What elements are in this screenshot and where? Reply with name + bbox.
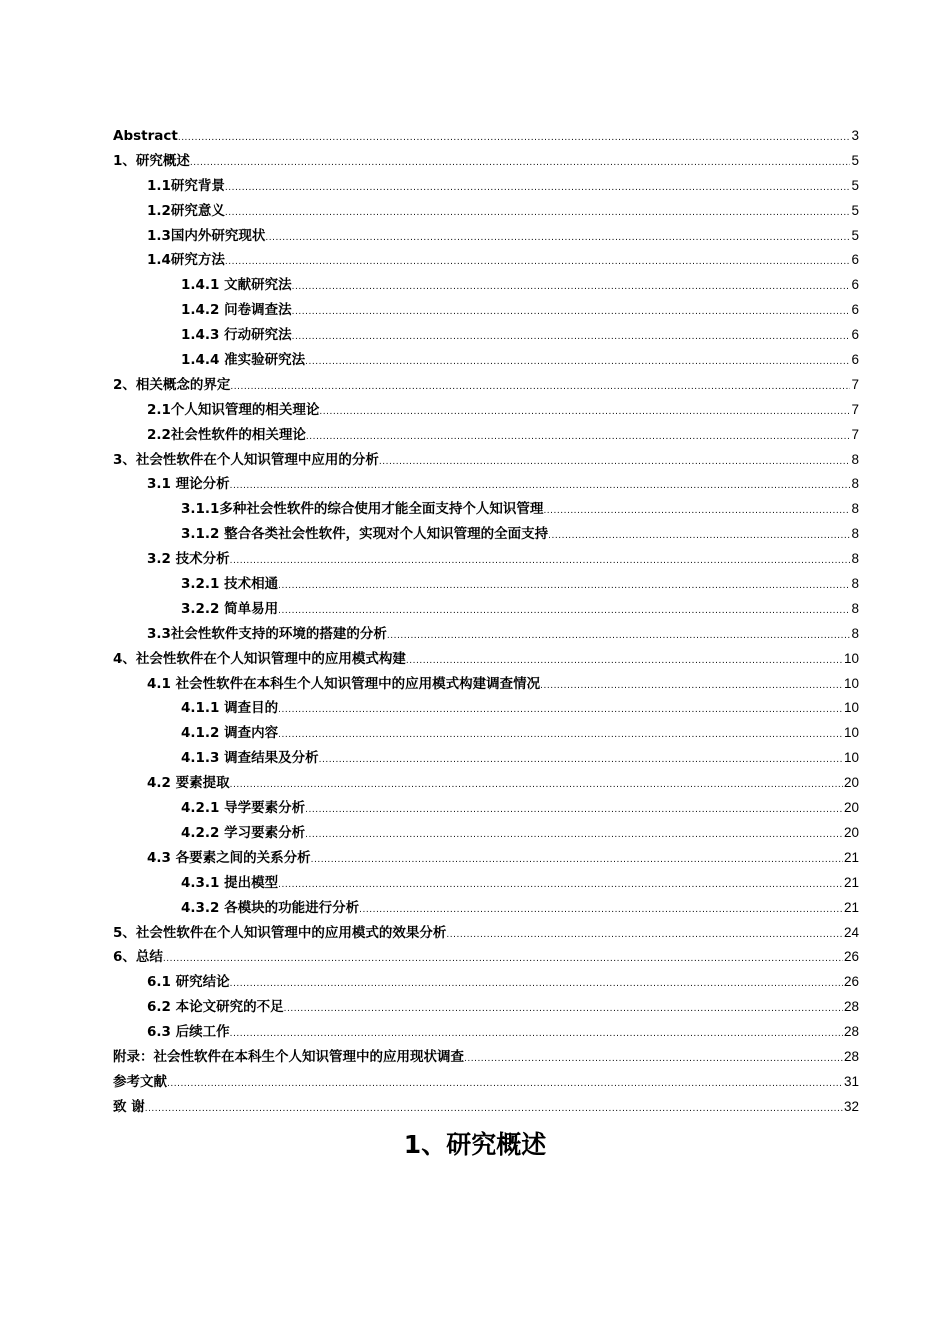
toc-entry[interactable] <box>113 448 859 473</box>
toc-entry-page-number: 8 <box>851 600 859 616</box>
toc-entry-title: 2.1个人知识管理的相关理论 <box>147 401 320 418</box>
toc-dot-leader <box>305 350 850 375</box>
toc-entry[interactable] <box>113 423 859 448</box>
toc-dot-leader <box>225 176 851 201</box>
toc-entry[interactable] <box>113 672 859 697</box>
toc-entry-title: 6.2 本论文研究的不足 <box>147 999 284 1016</box>
toc-dot-leader <box>305 823 843 848</box>
toc-entry[interactable] <box>113 323 859 348</box>
toc-entry-title: 4.1 社会性软件在本科生个人知识管理中的应用模式构建调查情况 <box>147 675 541 692</box>
toc-entry[interactable] <box>113 796 859 821</box>
toc-entry[interactable] <box>113 846 859 871</box>
toc-entry-page-number: 6 <box>851 252 859 268</box>
toc-entry-page-number: 32 <box>843 1098 859 1114</box>
toc-entry[interactable] <box>113 1020 859 1045</box>
toc-entry[interactable] <box>113 995 859 1020</box>
toc-entry[interactable] <box>113 721 859 746</box>
toc-entry[interactable] <box>113 970 859 995</box>
toc-dot-leader <box>387 624 851 649</box>
toc-entry-title: 致 谢 <box>113 1098 145 1115</box>
toc-dot-leader <box>225 250 851 275</box>
toc-entry-page-number: 20 <box>843 775 859 791</box>
toc-entry[interactable] <box>113 771 859 796</box>
toc-entry-title: 1、研究概述 <box>113 152 190 169</box>
toc-entry-title: 4.1.3 调查结果及分析 <box>181 750 319 767</box>
toc-dot-leader <box>230 1022 843 1047</box>
toc-entry-title: 4.2 要素提取 <box>147 775 230 792</box>
toc-entry-page-number: 10 <box>843 750 859 766</box>
toc-entry-page-number: 6 <box>851 352 859 368</box>
toc-entry-title: 1.3国内外研究现状 <box>147 227 266 244</box>
toc-entry[interactable] <box>113 174 859 199</box>
toc-entry-page-number: 8 <box>851 501 859 517</box>
toc-entry-title: 6.1 研究结论 <box>147 974 230 991</box>
toc-dot-leader <box>278 873 843 898</box>
toc-entry-title: 3.1 理论分析 <box>147 476 230 493</box>
toc-dot-leader <box>292 325 851 350</box>
toc-entry[interactable] <box>113 1095 859 1120</box>
toc-dot-leader <box>311 848 843 873</box>
toc-entry-page-number: 6 <box>851 277 859 293</box>
toc-entry-title: 4.3 各要素之间的关系分析 <box>147 849 311 866</box>
toc-entry-title: 参考文献 <box>113 1073 167 1090</box>
toc-dot-leader <box>145 1097 843 1122</box>
toc-entry[interactable] <box>113 273 859 298</box>
toc-dot-leader <box>265 226 850 251</box>
toc-entry[interactable] <box>113 224 859 249</box>
toc-dot-leader <box>464 1047 843 1072</box>
toc-dot-leader <box>230 474 851 499</box>
toc-entry-page-number: 7 <box>851 376 859 392</box>
toc-dot-leader <box>319 400 850 425</box>
toc-entry-page-number: 7 <box>851 426 859 442</box>
toc-dot-leader <box>178 126 851 151</box>
toc-dot-leader <box>230 375 850 400</box>
toc-dot-leader <box>292 300 851 325</box>
toc-entry-title: 4、社会性软件在个人知识管理中的应用模式构建 <box>113 650 406 667</box>
toc-entry-page-number: 26 <box>843 974 859 990</box>
toc-entry-title: 4.2.2 学习要素分析 <box>181 824 306 841</box>
toc-entry[interactable] <box>113 572 859 597</box>
toc-entry[interactable] <box>113 746 859 771</box>
toc-entry-title: 1.1研究背景 <box>147 177 225 194</box>
toc-entry-page-number: 6 <box>851 302 859 318</box>
toc-entry-page-number: 24 <box>843 924 859 940</box>
toc-dot-leader <box>306 425 851 450</box>
toc-entry[interactable] <box>113 622 859 647</box>
toc-entry-title: 3.2.1 技术相通 <box>181 576 279 593</box>
toc-dot-leader <box>406 649 843 674</box>
toc-entry[interactable] <box>113 248 859 273</box>
toc-entry-page-number: 20 <box>843 824 859 840</box>
toc-dot-leader <box>319 748 843 773</box>
toc-entry[interactable] <box>113 696 859 721</box>
toc-dot-leader <box>278 599 850 624</box>
toc-entry-title: 6、总结 <box>113 949 163 966</box>
toc-entry-title: 3.2.2 简单易用 <box>181 600 279 617</box>
toc-entry-page-number: 8 <box>851 526 859 542</box>
toc-entry[interactable] <box>113 298 859 323</box>
toc-dot-leader <box>540 674 843 699</box>
toc-entry-page-number: 10 <box>843 675 859 691</box>
toc-dot-leader <box>230 972 843 997</box>
toc-entry[interactable] <box>113 199 859 224</box>
toc-entry[interactable] <box>113 896 859 921</box>
toc-dot-leader <box>230 773 843 798</box>
toc-entry[interactable] <box>113 472 859 497</box>
toc-entry-title: 5、社会性软件在个人知识管理中的应用模式的效果分析 <box>113 924 447 941</box>
toc-entry[interactable] <box>113 1070 859 1095</box>
toc-entry-page-number: 20 <box>843 800 859 816</box>
toc-dot-leader <box>359 898 843 923</box>
toc-entry-title: 1.2研究意义 <box>147 202 225 219</box>
toc-dot-leader <box>278 574 850 599</box>
toc-entry-title: 4.1.1 调查目的 <box>181 700 279 717</box>
toc-entry-page-number: 21 <box>843 849 859 865</box>
toc-entry-page-number: 8 <box>851 451 859 467</box>
toc-entry-title: 4.3.1 提出模型 <box>181 874 279 891</box>
toc-entry-title: 3.3社会性软件支持的环境的搭建的分析 <box>147 625 387 642</box>
toc-entry-title: 6.3 后续工作 <box>147 1024 230 1041</box>
toc-dot-leader <box>292 275 851 300</box>
toc-entry-page-number: 5 <box>851 177 859 193</box>
toc-entry-page-number: 28 <box>843 1048 859 1064</box>
toc-entry-page-number: 28 <box>843 999 859 1015</box>
toc-entry[interactable] <box>113 821 859 846</box>
toc-entry-page-number: 28 <box>843 1024 859 1040</box>
toc-entry-title: 1.4.4 准实验研究法 <box>181 352 306 369</box>
toc-entry[interactable] <box>113 373 859 398</box>
toc-entry[interactable] <box>113 945 859 970</box>
section-heading: 1、研究概述 <box>403 1130 547 1159</box>
toc-entry[interactable] <box>113 149 859 174</box>
toc-dot-leader <box>284 997 843 1022</box>
toc-entry-title: 3.1.2 整合各类社会性软件，实现对个人知识管理的全面支持 <box>181 526 549 543</box>
toc-entry-title: 1.4.2 问卷调查法 <box>181 302 292 319</box>
toc-entry-page-number: 5 <box>851 202 859 218</box>
toc-entry-page-number: 31 <box>843 1073 859 1089</box>
toc-dot-leader <box>167 1072 843 1097</box>
toc-entry-title: 1.4.3 行动研究法 <box>181 327 292 344</box>
toc-entry-title: 2.2社会性软件的相关理论 <box>147 426 306 443</box>
toc-entry[interactable] <box>113 647 859 672</box>
toc-dot-leader <box>230 549 851 574</box>
toc-entry-page-number: 10 <box>843 650 859 666</box>
toc-entry[interactable] <box>113 522 859 547</box>
toc-entry[interactable] <box>113 1045 859 1070</box>
toc-entry-title: 2、相关概念的界定 <box>113 376 231 393</box>
toc-entry-page-number: 5 <box>851 227 859 243</box>
toc-dot-leader <box>548 524 850 549</box>
toc-dot-leader <box>225 201 851 226</box>
toc-entry-page-number: 6 <box>851 327 859 343</box>
toc-dot-leader <box>190 151 851 176</box>
toc-entry-title: 1.4.1 文献研究法 <box>181 277 292 294</box>
toc-entry[interactable] <box>113 124 859 149</box>
table-of-contents <box>113 124 859 1120</box>
toc-entry-page-number: 10 <box>843 700 859 716</box>
toc-entry-page-number: 21 <box>843 899 859 915</box>
toc-entry-title: 3.1.1多种社会性软件的综合使用才能全面支持个人知识管理 <box>181 501 544 518</box>
toc-entry-title: Abstract <box>113 128 178 144</box>
toc-dot-leader <box>379 450 851 475</box>
toc-entry-title: 3、社会性软件在个人知识管理中应用的分析 <box>113 451 379 468</box>
toc-entry-page-number: 8 <box>851 625 859 641</box>
toc-entry-title: 1.4研究方法 <box>147 252 225 269</box>
toc-entry-page-number: 8 <box>851 476 859 492</box>
toc-entry-page-number: 21 <box>843 874 859 890</box>
toc-dot-leader <box>278 698 843 723</box>
toc-dot-leader <box>163 947 843 972</box>
toc-entry[interactable] <box>113 597 859 622</box>
toc-entry[interactable] <box>113 497 859 522</box>
toc-dot-leader <box>278 723 843 748</box>
toc-entry-page-number: 8 <box>851 576 859 592</box>
toc-dot-leader <box>305 798 843 823</box>
toc-dot-leader <box>446 923 843 948</box>
toc-entry-page-number: 5 <box>851 152 859 168</box>
toc-entry-title: 附录：社会性软件在本科生个人知识管理中的应用现状调查 <box>113 1048 464 1065</box>
toc-entry-title: 4.3.2 各模块的功能进行分析 <box>181 899 360 916</box>
toc-entry-title: 4.2.1 导学要素分析 <box>181 800 306 817</box>
toc-entry[interactable] <box>113 921 859 946</box>
toc-entry-title: 3.2 技术分析 <box>147 551 230 568</box>
toc-entry[interactable] <box>113 398 859 423</box>
toc-entry[interactable] <box>113 871 859 896</box>
toc-entry-page-number: 10 <box>843 725 859 741</box>
toc-entry[interactable] <box>113 348 859 373</box>
toc-entry[interactable] <box>113 547 859 572</box>
toc-entry-title: 4.1.2 调查内容 <box>181 725 279 742</box>
toc-entry-page-number: 3 <box>851 128 859 143</box>
toc-entry-page-number: 7 <box>851 401 859 417</box>
toc-dot-leader <box>543 499 850 524</box>
toc-entry-page-number: 26 <box>843 949 859 965</box>
toc-entry-page-number: 8 <box>851 551 859 567</box>
